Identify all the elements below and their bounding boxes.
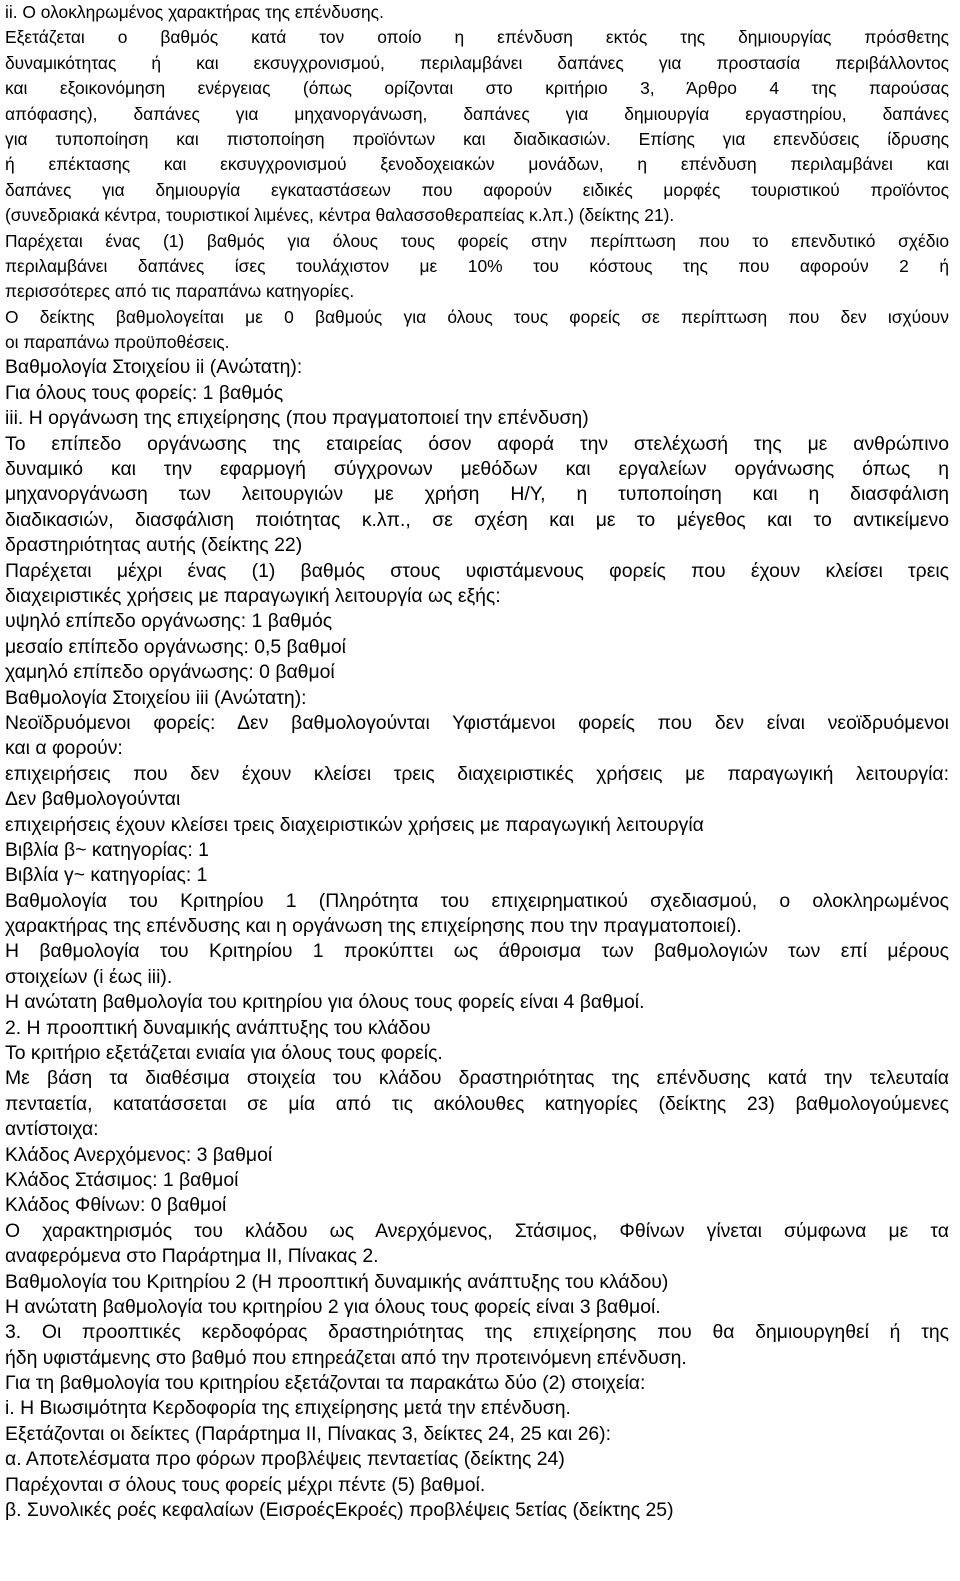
text-line: (συνεδριακά κέντρα, τουριστικοί λιμένες, κέντρα θαλασσοθεραπείας κ.λπ.) (δείκτης 21).: [5, 205, 675, 226]
text-line: Η ανώτατη βαθμολογία του κριτηρίου 2 για όλους τους φορείς είναι 3 βαθμοί.: [5, 1295, 661, 1318]
text-line: Βαθμολογία του Κριτηρίου 1 (Πληρότητα του επιχειρηματικού σχεδιασμού, ο ολοκληρωμένος: [5, 889, 949, 912]
text-line: επιχειρήσεις έχουν κλείσει τρεις διαχειριστικών χρήσεις με παραγωγική λειτουργία: [5, 813, 704, 836]
text-line: Ο δείκτης βαθμολογείται με 0 βαθμούς για όλους τους φορείς σε περίπτωση που δεν ισχύουν: [5, 306, 949, 327]
text-line: περισσότερες από τις παραπάνω κατηγορίες.: [5, 281, 355, 302]
text-line: Παρέχεται μέχρι ένας (1) βαθμός στους υφιστάμενους φορείς που έχουν κλείσει τρεις: [5, 559, 949, 582]
text-line: μεσαίο επίπεδο οργάνωσης: 0,5 βαθμοί: [5, 635, 346, 658]
text-line: Εξετάζονται οι δείκτες (Παράρτημα ΙΙ, Πίνακας 3, δείκτες 24, 25 και 26):: [5, 1422, 611, 1445]
text-line: ήδη υφιστάμενης στο βαθμό που επηρεάζεται από την προτεινόμενη επένδυση.: [5, 1346, 687, 1369]
text-line: Για όλους τους φορείς: 1 βαθμός: [5, 381, 284, 404]
text-line: i. Η Βιωσιμότητα Κερδοφορία της επιχείρησης μετά την επένδυση.: [5, 1397, 571, 1420]
text-line: και α φορούν:: [5, 737, 123, 760]
text-line: στοιχείων (i έως iii).: [5, 965, 173, 988]
text-line: Ο χαρακτηρισμός του κλάδου ως Ανερχόμενος, Στάσιμος, Φθίνων γίνεται σύμφωνα με τα: [5, 1219, 949, 1242]
text-line: ii. Ο ολοκληρωμένος χαρακτήρας της επένδυσης.: [5, 2, 384, 22]
text-line: αντίστοιχα:: [5, 1118, 99, 1141]
text-line: περιλαμβάνει δαπάνες ίσες τουλάχιστον με 10% του κόστους της που αφορούν 2 ή: [5, 255, 949, 276]
text-line: για τυποποίηση και πιστοποίηση προϊόντων και διαδικασιών. Επίσης για επενδύσεις ίδρυσης: [5, 128, 949, 149]
text-line: δαπάνες για δημιουργία εγκαταστάσεων που αφορούν ειδικές μορφές τουριστικού προϊόντος: [5, 179, 949, 200]
text-line: διαδικασιών, διασφάλιση ποιότητας κ.λπ., σε σχέση και με το μέγεθος και το αντικείμενο: [5, 508, 949, 531]
text-line: Κλάδος Ανερχόμενος: 3 βαθμοί: [5, 1143, 273, 1166]
text-line: υψηλό επίπεδο οργάνωσης: 1 βαθμός: [5, 610, 333, 633]
text-line: Η βαθμολογία του Κριτηρίου 1 προκύπτει ως άθροισμα των βαθμολογιών των επί μέρους: [5, 940, 949, 963]
text-line: 3. Οι προοπτικές κερδοφόρας δραστηριότητας της επιχείρησης που θα δημιουργηθεί ή της: [5, 1321, 949, 1344]
text-line: χαμηλό επίπεδο οργάνωσης: 0 βαθμοί: [5, 661, 335, 684]
text-line: Κλάδος Φθίνων: 0 βαθμοί: [5, 1194, 227, 1217]
text-line: Βαθμολογία Στοιχείου ii (Ανώτατη):: [5, 356, 303, 379]
text-line: ή επέκτασης και εκσυγχρονισμού ξενοδοχειακών μονάδων, η επένδυση περιλαμβάνει και: [5, 154, 949, 175]
text-line: Βιβλία γ~ κατηγορίας: 1: [5, 864, 208, 887]
text-line: Βαθμολογία Στοιχείου iii (Ανώτατη):: [5, 686, 307, 709]
text-line: δυναμικότητας ή και εκσυγχρονισμού, περιλαμβάνει δαπάνες για προστασία περιβάλλοντος: [5, 52, 949, 73]
text-line: απόφασης), δαπάνες για μηχανοργάνωση, δαπάνες για δημιουργία εργαστηρίου, δαπάνες: [5, 103, 949, 124]
text-line: αναφερόμενα στο Παράρτημα ΙΙ, Πίνακας 2.: [5, 1245, 379, 1268]
text-line: και εξοικονόμηση ενέργειας (όπως ορίζονται στο κριτήριο 3, Άρθρο 4 της παρούσας: [5, 78, 949, 99]
text-line: Εξετάζεται ο βαθμός κατά τον οποίο η επένδυση εκτός της δημιουργίας πρόσθετης: [5, 27, 949, 48]
text-line: β. Συνολικές ροές κεφαλαίων (ΕισροέςΕκροές) προβλέψεις 5ετίας (δείκτης 25): [5, 1499, 674, 1522]
text-line: Κλάδος Στάσιμος: 1 βαθμοί: [5, 1168, 239, 1191]
text-line: Δεν βαθμολογούνται: [5, 788, 181, 811]
text-line: Νεοϊδρυόμενοι φορείς: Δεν βαθμολογούνται Υφιστάμενοι φορείς που δεν είναι νεοϊδρυόμενοι: [5, 711, 949, 734]
text-line: Η ανώτατη βαθμολογία του κριτηρίου για όλους τους φορείς είναι 4 βαθμοί.: [5, 991, 645, 1014]
text-line: Παρέχονται σ όλους τους φορείς μέχρι πέντε (5) βαθμοί.: [5, 1473, 486, 1496]
text-line: iii. Η οργάνωση της επιχείρησης (που πραγματοποιεί την επένδυση): [5, 407, 589, 430]
text-line: Το επίπεδο οργάνωσης της εταιρείας όσον αφορά την στελέχωσή της με ανθρώπινο: [5, 432, 949, 455]
document-page: [5, 0, 949, 1523]
text-line: πενταετία, κατατάσσεται σε μία από τις ακόλουθες κατηγορίες (δείκτης 23) βαθμολογούμενες: [5, 1092, 949, 1115]
text-line: δραστηριότητας αυτής (δείκτης 22): [5, 534, 303, 557]
text-line: Για τη βαθμολογία του κριτηρίου εξετάζονται τα παρακάτω δύο (2) στοιχεία:: [5, 1372, 646, 1395]
text-line: Βιβλία β~ κατηγορίας: 1: [5, 838, 209, 861]
text-line: οι παραπάνω προϋποθέσεις.: [5, 332, 230, 353]
text-line: 2. Η προοπτική δυναμικής ανάπτυξης του κλάδου: [5, 1016, 431, 1039]
text-line: μηχανοργάνωση των λειτουργιών με χρήση Η/Υ, η τυποποίηση και η διασφάλιση: [5, 483, 949, 506]
text-line: Βαθμολογία του Κριτηρίου 2 (Η προοπτική δυναμικής ανάπτυξης του κλάδου): [5, 1270, 669, 1293]
text-line: δυναμικό και την εφαρμογή σύγχρονων μεθόδων και εργαλείων οργάνωσης όπως η: [5, 458, 949, 481]
text-line: α. Αποτελέσματα προ φόρων προβλέψεις πενταετίας (δείκτης 24): [5, 1448, 565, 1471]
text-line: Με βάση τα διαθέσιμα στοιχεία του κλάδου δραστηριότητας της επένδυσης κατά την τελευταία: [5, 1067, 949, 1090]
text-line: Το κριτήριο εξετάζεται ενιαία για όλους τους φορείς.: [5, 1042, 443, 1065]
text-line: διαχειριστικές χρήσεις με παραγωγική λειτουργία ως εξής:: [5, 584, 501, 607]
text-line: Παρέχεται ένας (1) βαθμός για όλους τους φορείς στην περίπτωση που το επενδυτικό σχέδιο: [5, 230, 949, 251]
text-line: επιχειρήσεις που δεν έχουν κλείσει τρεις διαχειριστικές χρήσεις με παραγωγική λειτουργία:: [5, 762, 949, 785]
text-line: χαρακτήρας της επένδυσης και η οργάνωση της επιχείρησης που την πραγματοποιεί).: [5, 915, 742, 938]
